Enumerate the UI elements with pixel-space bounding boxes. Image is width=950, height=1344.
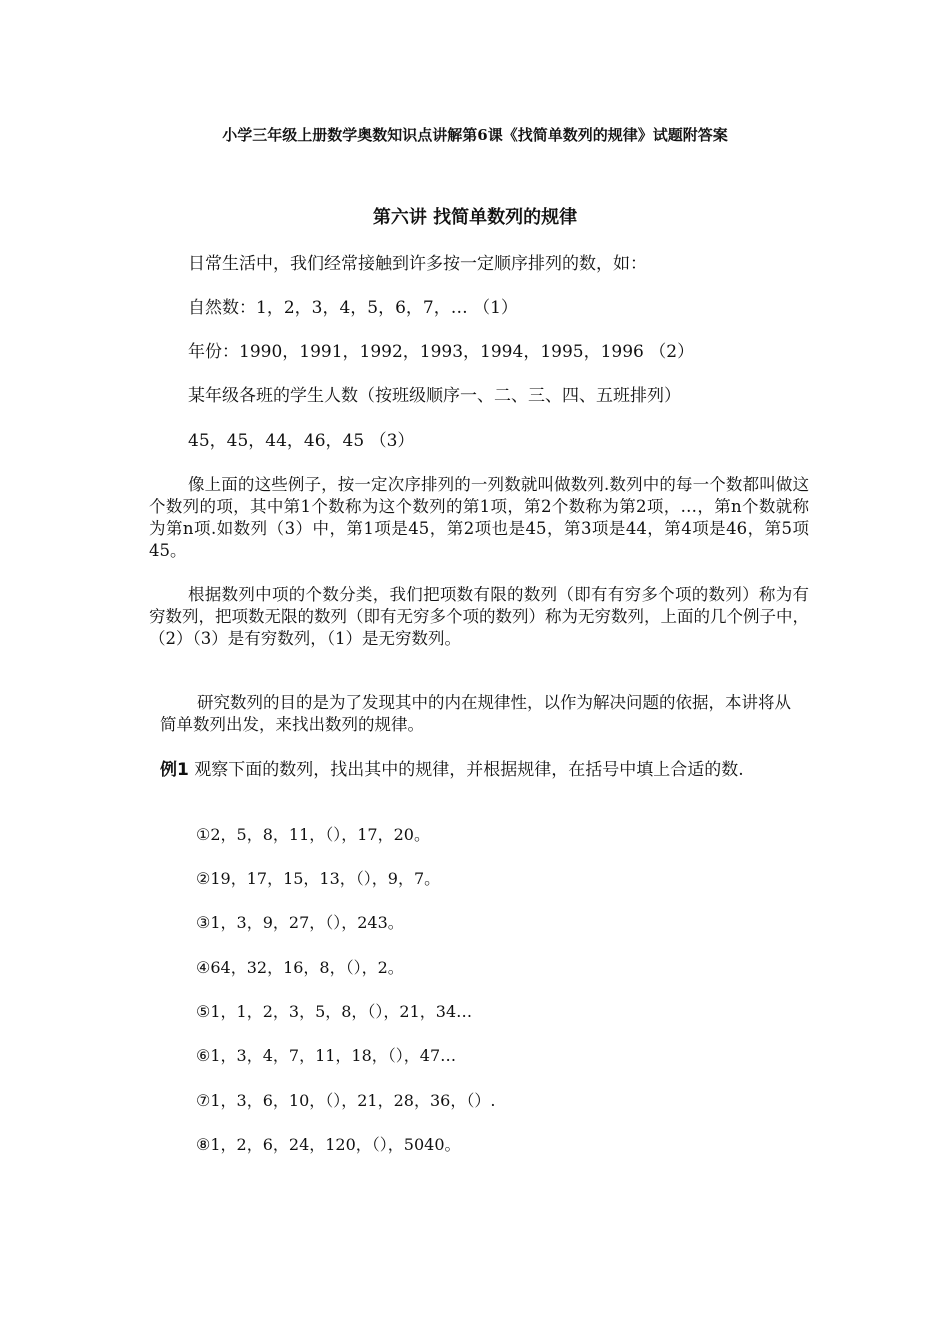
paragraph-classification: 根据数列中项的个数分类，我们把项数有限的数列（即有有穷多个项的数列）称为有穷数列，把项数无限的数列（即有无穷多个项的数列）称为无穷数列，上面的几个例子中，（2）（3）是有穷数列，（1）是无穷数列。 xyxy=(149,585,809,648)
example-student-counts: 45，45，44，46，45 （3） xyxy=(188,431,415,451)
intro-text: 日常生活中，我们经常接触到许多按一定顺序排列的数，如： xyxy=(188,254,647,274)
paragraph-definition: 像上面的这些例子，按一定次序排列的一列数就叫做数列.数列中的每一个数都叫做这个数列的项，其中第1个数称为这个数列的第1项，第2个数称为第2项，…，第n个数就称为第n项.如数列（3）中，第1项是45，第2项也是45，第3项是44，第4项是46，第5项45。 xyxy=(149,475,809,560)
example-years: 年份：1990，1991，1992，1993，1994，1995，1996 （2） xyxy=(188,342,695,362)
problem-2: ②19，17，15，13，（），9，7。 xyxy=(196,869,441,888)
lecture-title: 第六讲 找简单数列的规律 xyxy=(372,207,578,228)
problem-5: ⑤1，1，2，3，5，8，（），21，34… xyxy=(196,1002,473,1021)
paragraph-purpose: 研究数列的目的是为了发现其中的内在规律性，以作为解决问题的依据，本讲将从简单数列出发，来找出数列的规律。 xyxy=(160,693,791,734)
example-1 xyxy=(160,759,800,781)
example-1-label: 例1 xyxy=(160,760,189,780)
document-title: 小学三年级上册数学奥数知识点讲解第6课《找简单数列的规律》试题附答案 xyxy=(222,126,728,144)
example-class-description: 某年级各班的学生人数（按班级顺序一、二、三、四、五班排列） xyxy=(188,386,681,406)
problem-1: ①2，5，8，11，（），17，20。 xyxy=(196,825,430,844)
example-1-text: 观察下面的数列，找出其中的规律，并根据规律，在括号中填上合适的数. xyxy=(188,760,744,780)
problem-6: ⑥1，3，4，7，11，18，（），47… xyxy=(196,1046,457,1065)
problem-7: ⑦1，3，6，10，（），21，28，36，（）. xyxy=(196,1091,496,1110)
problem-4: ④64，32，16，8，（），2。 xyxy=(196,958,404,977)
problem-3: ③1，3，9，27，（），243。 xyxy=(196,913,404,932)
example-natural-numbers: 自然数：1，2，3，4，5，6，7，… （1） xyxy=(188,298,518,318)
problem-8: ⑧1，2，6，24，120，（），5040。 xyxy=(196,1135,461,1154)
